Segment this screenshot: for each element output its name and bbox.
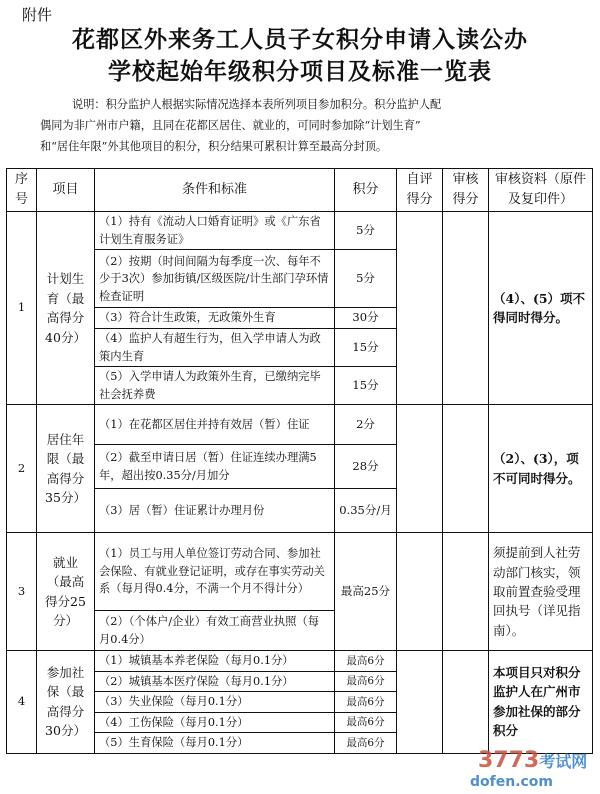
row-number: 1 [7, 212, 37, 405]
condition-cell: （1）员工与用人单位签订劳动合同、参加社会保险、有就业登记证明，或存在事实劳动关系（每月得0.4分，不满一个月不得计分） [95, 533, 335, 611]
row-number: 4 [7, 651, 37, 754]
attachment-label: 附件 [22, 6, 53, 24]
header-score: 积分 [335, 169, 397, 212]
watermark-url: dofen.com [470, 774, 554, 790]
self-score-cell[interactable] [397, 212, 443, 405]
condition-cell: （1）城镇基本养老保险（每月0.1分） [95, 651, 335, 672]
remark-cell: 须提前到人社劳动部门核实，领取前置查验受理回执号（详见指南）。 [489, 533, 593, 651]
header-item: 项目 [37, 169, 95, 212]
condition-cell: （2）按期（时间间隔为每季度一次、每年不少于3次）参加街镇/区级医院/计生部门孕环情检查证明 [95, 250, 335, 308]
condition-cell: （4）监护人有超生行为，但入学申请人为政策内生育 [95, 329, 335, 367]
score-cell: 最高6分 [335, 733, 397, 754]
condition-cell: （1）持有《流动人口婚育证明》或《广东省计划生育服务证》 [95, 212, 335, 250]
table-row [7, 651, 593, 672]
condition-cell: （3）符合计生政策，无政策外生育 [95, 308, 335, 329]
score-cell: 5分 [335, 212, 397, 250]
score-cell: 最高25分 [335, 533, 397, 651]
condition-cell: （2）（个体户/企业）有效工商营业执照（每月0.4分） [95, 611, 335, 651]
remark-cell: （2）、(3），项不可同时得分。 [489, 405, 593, 533]
self-score-cell[interactable] [397, 533, 443, 651]
watermark-logo-number: 3773 [478, 748, 540, 773]
score-cell: 最高6分 [335, 712, 397, 733]
table-row [7, 533, 593, 611]
item-name: 计划生育（最高得分40分） [37, 212, 95, 405]
score-cell: 15分 [335, 367, 397, 405]
note-line-3: 和“居住年限”外其他项目的积分，积分结果可累积计算至最高分封顶。 [40, 140, 388, 153]
header-condition: 条件和标准 [95, 169, 335, 212]
title-line-2: 学校起始年级积分项目及标准一览表 [108, 59, 492, 85]
score-cell: 最高6分 [335, 651, 397, 672]
condition-cell: （3）居（暂）住证累计办理月份 [95, 489, 335, 533]
condition-cell: （2）城镇基本医疗保险（每月0.1分） [95, 671, 335, 692]
condition-cell: （1）在花都区居住并持有效居（暂）住证 [95, 405, 335, 445]
title-line-1: 花都区外来务工人员子女积分申请入读公办 [72, 27, 528, 53]
review-score-cell[interactable] [443, 212, 489, 405]
item-name: 就业（最高得分25分） [37, 533, 95, 651]
watermark-logo-text: 考试网 [539, 752, 588, 771]
score-cell: 28分 [335, 445, 397, 489]
condition-cell: （5）生育保险（每月0.1分） [95, 733, 335, 754]
watermark-logo [478, 748, 587, 773]
score-cell: 15分 [335, 329, 397, 367]
condition-cell: （4）工伤保险（每月0.1分） [95, 712, 335, 733]
table-row [7, 212, 593, 250]
row-number: 2 [7, 405, 37, 533]
row-number: 3 [7, 533, 37, 651]
table-row [7, 405, 593, 445]
condition-cell: （3）失业保险（每月0.1分） [95, 692, 335, 713]
table-header-row [7, 169, 593, 212]
score-cell: 2分 [335, 405, 397, 445]
note-line-2: 偶同为非广州市户籍，且同在花都区居住、就业的，可同时参加除“计划生育” [40, 119, 421, 132]
review-score-cell[interactable] [443, 405, 489, 533]
score-cell: 最高6分 [335, 692, 397, 713]
header-docs: 审核资料（原件及复印件） [489, 169, 593, 212]
remark-cell: 本项目只对积分监护人在广州市参加社保的部分积分 [489, 651, 593, 754]
item-name: 居住年限（最高得分35分） [37, 405, 95, 533]
condition-cell: （2）截至申请日居（暂）住证连续办理满5年，超出按0.35分/月加分 [95, 445, 335, 489]
score-cell: 0.35分/月 [335, 489, 397, 533]
score-table [6, 168, 593, 754]
note-line-1: 说明：积分监护人根据实际情况选择本表所列项目参加积分。积分监护人配 [72, 98, 442, 111]
self-score-cell[interactable] [397, 651, 443, 754]
header-no: 序号 [7, 169, 37, 212]
item-name: 参加社保（最高得分30分） [37, 651, 95, 754]
header-review-score: 审核得分 [443, 169, 489, 212]
review-score-cell[interactable] [443, 533, 489, 651]
condition-cell: （5）入学申请人为政策外生育，已缴纳完毕社会抚养费 [95, 367, 335, 405]
remark-cell: （4）、(5）项不得同时得分。 [489, 212, 593, 405]
score-cell: 最高6分 [335, 671, 397, 692]
instruction-note [40, 94, 585, 157]
score-cell: 5分 [335, 250, 397, 308]
header-self-score: 自评得分 [397, 169, 443, 212]
review-score-cell[interactable] [443, 651, 489, 754]
score-cell: 30分 [335, 308, 397, 329]
self-score-cell[interactable] [397, 405, 443, 533]
